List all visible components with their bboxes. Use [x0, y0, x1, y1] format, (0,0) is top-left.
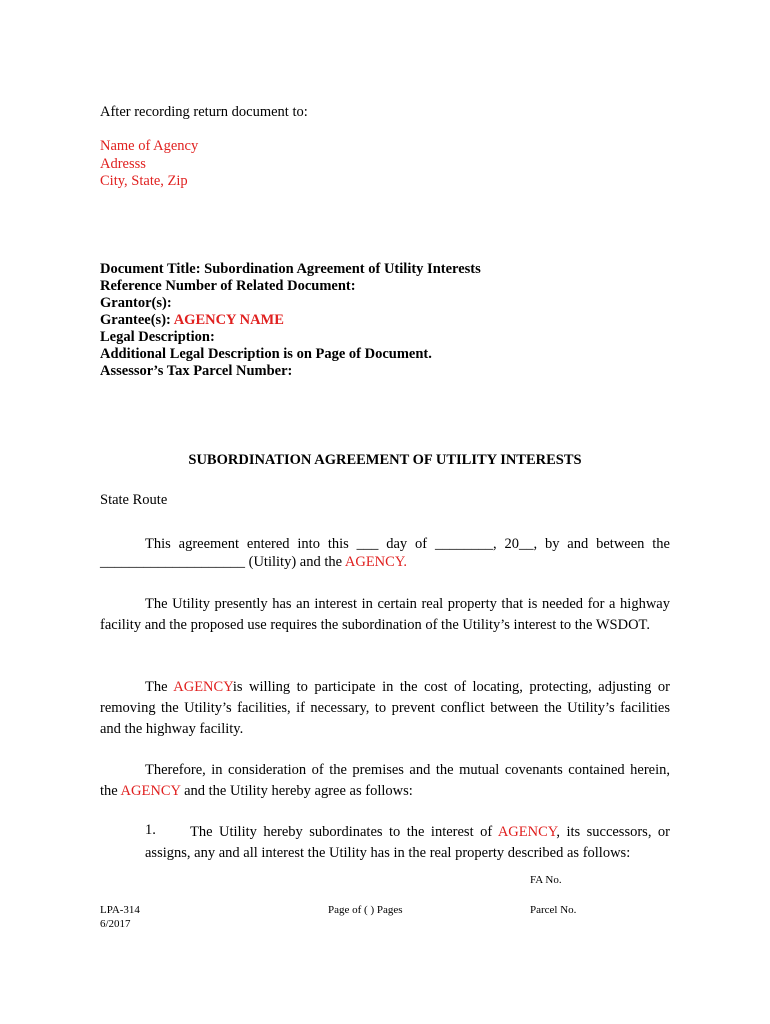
agency-ref: AGENCY.	[344, 554, 408, 570]
item-1-line-1	[190, 822, 670, 843]
agency-city-state-zip: City, State, Zip	[100, 173, 188, 189]
item-1-number: 1.	[145, 822, 156, 838]
agency-ref: AGENCY	[173, 679, 233, 695]
agency-ref: AGENCY	[120, 782, 181, 799]
form-date: 6/2017	[100, 918, 131, 930]
document-title: Document Title: Subordination Agreement of Utility Interests	[100, 261, 481, 277]
agreement-paragraph-4	[100, 760, 670, 802]
agreement-paragraph-1-line-1: This agreement entered into this ___ day of ________, 20__, by and between the	[145, 536, 670, 552]
reference-number: Reference Number of Related Document:	[100, 278, 356, 294]
additional-legal-description: Additional Legal Description is on Page of Document.	[100, 346, 432, 362]
assessor-parcel-number: Assessor’s Tax Parcel Number:	[100, 363, 293, 379]
state-route: State Route	[100, 492, 168, 508]
item-1-line-2: assigns, any and all interest the Utility has in the real property described as follows:	[145, 845, 631, 861]
form-number: LPA-314	[100, 904, 140, 916]
p3-lead: The	[145, 679, 174, 695]
p4-rest: and the Utility hereby agree as follows:	[180, 782, 413, 799]
page-count: Page of ( ) Pages	[328, 904, 403, 916]
grantees-value: AGENCY NAME	[173, 312, 284, 328]
agreement-heading: SUBORDINATION AGREEMENT OF UTILITY INTERESTS	[188, 452, 582, 468]
agency-address: Adresss	[100, 156, 146, 172]
p4-lead: Therefore, in consideration of the premises and the mutual covenants contained herein, the	[100, 762, 670, 799]
item-1-tail: , its successors, or	[556, 824, 670, 840]
grantees-label: Grantee(s):	[100, 312, 171, 328]
cover-fields	[100, 261, 481, 380]
p3-rest: is willing to participate in the cost of locating, protecting, adjusting or removing the Utility’s facilities, if necessary, to prevent conflict between the Utility’s facilities and the highway facility.	[100, 679, 670, 737]
grantors: Grantor(s):	[100, 295, 172, 311]
grantees	[100, 312, 481, 329]
utility-blank-text: ____________________ (Utility) and the	[100, 554, 345, 570]
legal-description: Legal Description:	[100, 329, 215, 345]
parcel-number: Parcel No.	[530, 904, 577, 916]
item-1-lead: The Utility hereby subordinates to the interest of	[190, 824, 498, 840]
return-label: After recording return document to:	[100, 104, 308, 120]
agency-ref: AGENCY	[497, 824, 557, 840]
agreement-paragraph-1-line-2	[100, 554, 407, 571]
fa-number: FA No.	[530, 874, 562, 886]
agreement-paragraph-2: The Utility presently has an interest in certain real property that is needed for a highway facility and the proposed use requires the subordination of the Utility’s interest to the WSDOT.	[100, 596, 670, 633]
agency-name: Name of Agency	[100, 138, 199, 154]
agreement-paragraph-3	[100, 677, 670, 739]
